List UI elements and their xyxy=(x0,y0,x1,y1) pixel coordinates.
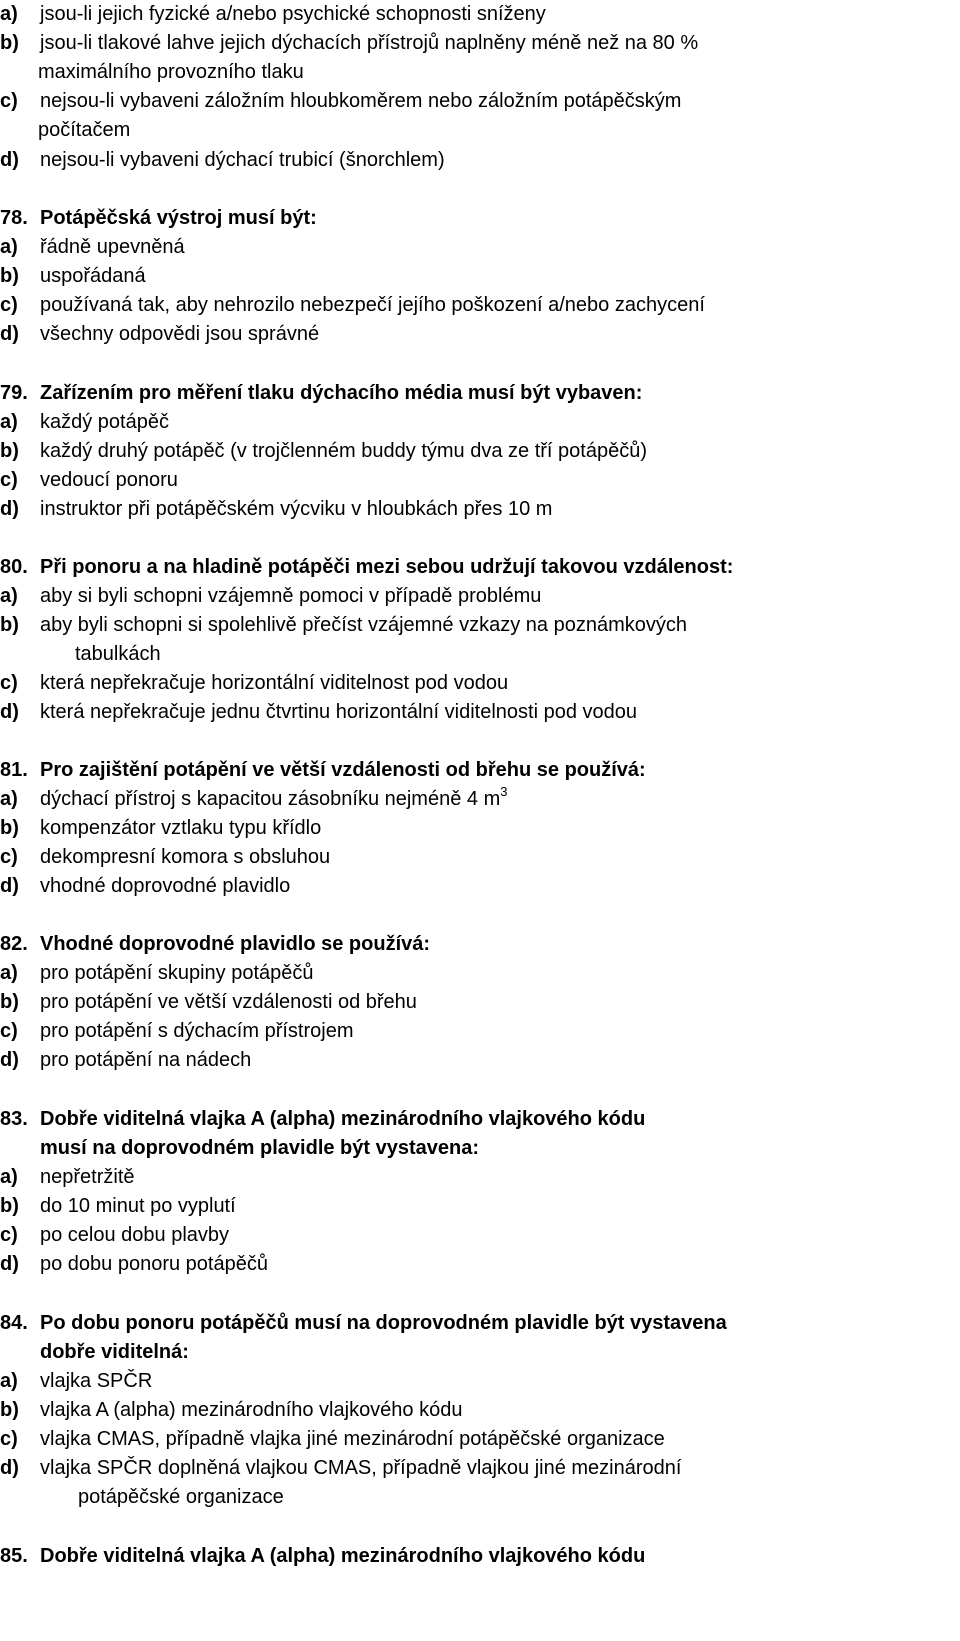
question-text: Potápěčská výstroj musí být: xyxy=(40,207,317,229)
answer-letter: c) xyxy=(0,1224,18,1246)
question-text: Při ponoru a na hladině potápěči mezi sebou udržují takovou vzdálenost: xyxy=(40,556,734,578)
answer-text: vhodné doprovodné plavidlo xyxy=(40,875,291,897)
question-text: Po dobu ponoru potápěčů musí na doprovodném plavidle být vystavena xyxy=(40,1312,727,1334)
question-continuation-text: dobře viditelná: xyxy=(40,1341,189,1363)
answer-letter: c) xyxy=(0,672,18,694)
answer-text-with-superscript xyxy=(40,786,507,812)
answer-letter: d) xyxy=(0,498,19,520)
answer-text: všechny odpovědi jsou správné xyxy=(40,323,320,345)
question-number: 84. xyxy=(0,1312,28,1334)
question-number: 79. xyxy=(0,382,28,404)
answer-text: jsou-li jejich fyzické a/nebo psychické schopnosti sníženy xyxy=(40,3,546,25)
answer-letter: d) xyxy=(0,1049,19,1071)
answer-letter: b) xyxy=(0,265,19,287)
answer-letter: a) xyxy=(0,788,18,810)
answer-letter: c) xyxy=(0,294,18,316)
answer-letter: a) xyxy=(0,236,18,258)
answer-letter: c) xyxy=(0,469,18,491)
answer-text: řádně upevněná xyxy=(40,236,185,258)
answer-letter: d) xyxy=(0,1457,19,1479)
answer-letter: c) xyxy=(0,1020,18,1042)
answer-continuation-text: potápěčské organizace xyxy=(78,1486,284,1508)
answer-letter: a) xyxy=(0,1370,18,1392)
answer-letter: c) xyxy=(0,846,18,868)
question-number: 78. xyxy=(0,207,28,229)
question-number: 83. xyxy=(0,1108,28,1130)
answer-letter: d) xyxy=(0,701,19,723)
answer-text: po celou dobu plavby xyxy=(40,1224,230,1246)
answer-text: nepřetržitě xyxy=(40,1166,135,1188)
answer-text: uspořádaná xyxy=(40,265,146,287)
answer-text: která nepřekračuje jednu čtvrtinu horizontální viditelnosti pod vodou xyxy=(40,701,638,723)
answer-letter: a) xyxy=(0,1166,18,1188)
answer-text: po dobu ponoru potápěčů xyxy=(40,1253,268,1275)
answer-text: nejsou-li vybaveni dýchací trubicí (šnorchlem) xyxy=(40,149,445,171)
answer-text: pro potápění s dýchacím přístrojem xyxy=(40,1020,354,1042)
question-continuation-text: musí na doprovodném plavidle být vystavena: xyxy=(40,1137,480,1159)
answer-text: která nepřekračuje horizontální viditelnost pod vodou xyxy=(40,672,509,694)
answer-text: vlajka SPČR xyxy=(40,1370,153,1392)
answer-letter: a) xyxy=(0,585,18,607)
answer-letter: b) xyxy=(0,1399,19,1421)
answer-text: aby si byli schopni vzájemně pomoci v případě problému xyxy=(40,585,542,607)
answer-text: každý druhý potápěč (v trojčlenném buddy týmu dva ze tří potápěčů) xyxy=(40,440,647,462)
question-text: Dobře viditelná vlajka A (alpha) mezinárodního vlajkového kódu xyxy=(40,1108,646,1130)
answer-letter: a) xyxy=(0,3,18,25)
answer-text: každý potápěč xyxy=(40,411,169,433)
answer-continuation-text: tabulkách xyxy=(75,643,161,665)
answer-text: kompenzátor vztlaku typu křídlo xyxy=(40,817,322,839)
question-number: 82. xyxy=(0,933,28,955)
answer-letter: b) xyxy=(0,1195,19,1217)
answer-text: vedoucí ponoru xyxy=(40,469,178,491)
answer-text: vlajka SPČR doplněná vlajkou CMAS, případně vlajkou jiné mezinárodní xyxy=(40,1457,682,1479)
answer-continuation-text: počítačem xyxy=(38,119,131,141)
answer-text: nejsou-li vybaveni záložním hloubkoměrem nebo záložním potápěčským xyxy=(40,90,682,112)
answer-text: dýchací přístroj s kapacitou zásobníku nejméně 4 m xyxy=(40,788,501,810)
question-text: Vhodné doprovodné plavidlo se používá: xyxy=(40,933,431,955)
answer-text: dekompresní komora s obsluhou xyxy=(40,846,331,868)
answer-letter: d) xyxy=(0,1253,19,1275)
answer-letter: d) xyxy=(0,875,19,897)
answer-letter: b) xyxy=(0,991,19,1013)
question-number: 81. xyxy=(0,759,28,781)
superscript-exponent: 3 xyxy=(500,784,508,799)
answer-letter: a) xyxy=(0,411,18,433)
answer-text: pro potápění skupiny potápěčů xyxy=(40,962,314,984)
answer-continuation-text: maximálního provozního tlaku xyxy=(38,61,304,83)
answer-text: aby byli schopni si spolehlivě přečíst vzájemné vzkazy na poznámkových xyxy=(40,614,687,636)
answer-letter: b) xyxy=(0,817,19,839)
answer-text: pro potápění ve větší vzdálenosti od břehu xyxy=(40,991,417,1013)
question-text: Dobře viditelná vlajka A (alpha) mezinárodního vlajkového kódu xyxy=(40,1545,646,1567)
answer-letter: c) xyxy=(0,90,18,112)
question-text: Zařízením pro měření tlaku dýchacího média musí být vybaven: xyxy=(40,382,643,404)
answer-letter: b) xyxy=(0,440,19,462)
answer-text: jsou-li tlakové lahve jejich dýchacích přístrojů naplněny méně než na 80 % xyxy=(40,32,699,54)
answer-text: vlajka A (alpha) mezinárodního vlajkového kódu xyxy=(40,1399,463,1421)
answer-text: používaná tak, aby nehrozilo nebezpečí jejího poškození a/nebo zachycení xyxy=(40,294,705,316)
question-number: 80. xyxy=(0,556,28,578)
answer-text: instruktor při potápěčském výcviku v hloubkách přes 10 m xyxy=(40,498,553,520)
answer-text: do 10 minut po vyplutí xyxy=(40,1195,236,1217)
question-number: 85. xyxy=(0,1545,28,1567)
answer-text: vlajka CMAS, případně vlajka jiné mezinárodní potápěčské organizace xyxy=(40,1428,665,1450)
answer-text: pro potápění na nádech xyxy=(40,1049,252,1071)
answer-letter: d) xyxy=(0,149,19,171)
answer-letter: c) xyxy=(0,1428,18,1450)
answer-letter: b) xyxy=(0,614,19,636)
question-text: Pro zajištění potápění ve větší vzdálenosti od břehu se používá: xyxy=(40,759,646,781)
answer-letter: b) xyxy=(0,32,19,54)
answer-letter: a) xyxy=(0,962,18,984)
answer-letter: d) xyxy=(0,323,19,345)
